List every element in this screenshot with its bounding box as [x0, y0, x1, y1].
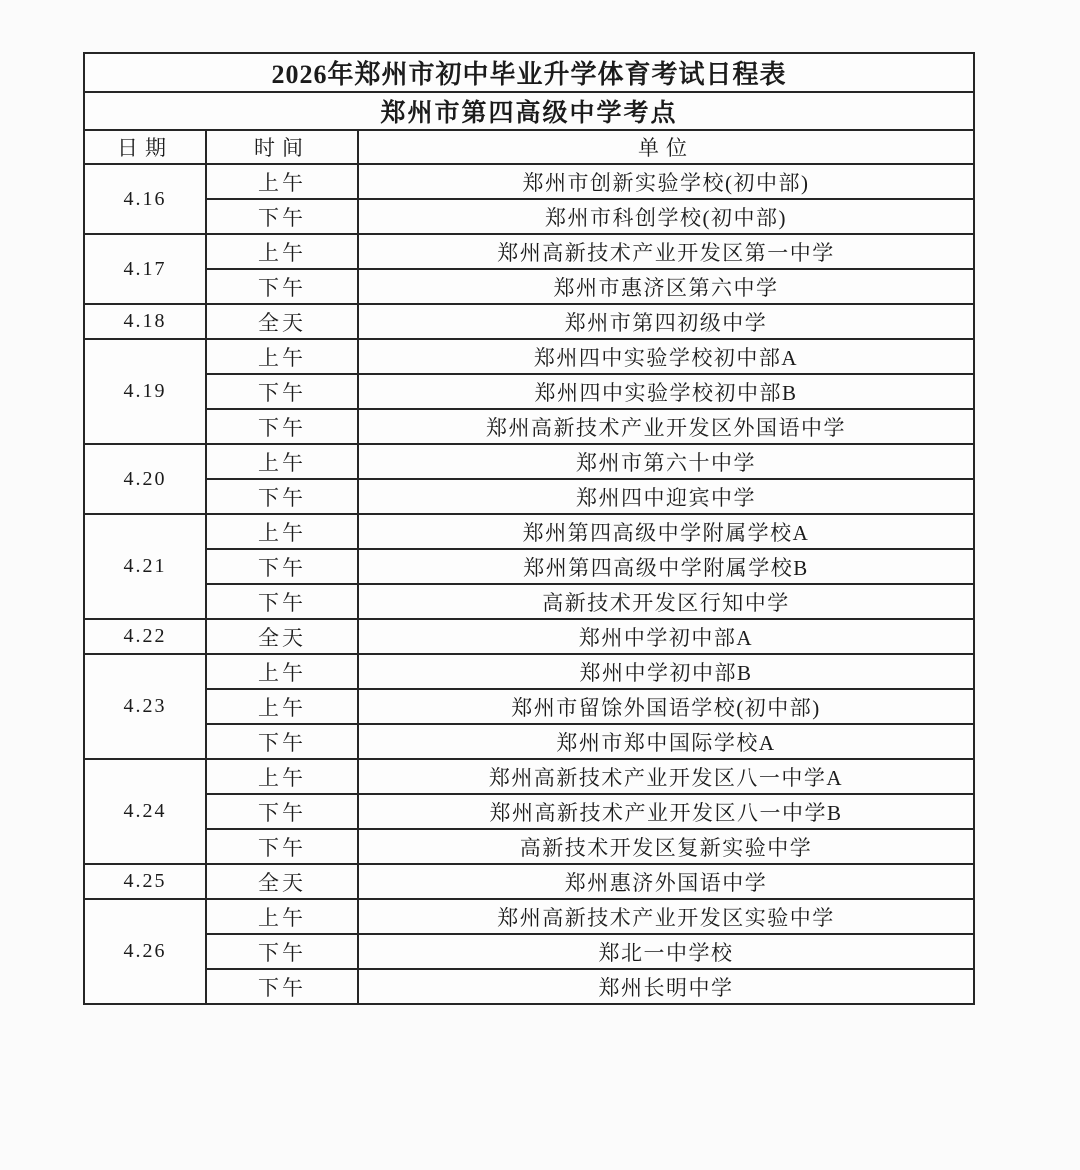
unit-cell: 郑州市第六十中学 — [358, 444, 974, 479]
unit-cell: 郑州高新技术产业开发区实验中学 — [358, 899, 974, 934]
time-cell: 下午 — [206, 829, 358, 864]
unit-cell: 郑州第四高级中学附属学校A — [358, 514, 974, 549]
unit-cell: 郑州中学初中部B — [358, 654, 974, 689]
unit-cell: 郑州市留馀外国语学校(初中部) — [358, 689, 974, 724]
table-row — [84, 829, 974, 864]
table-row — [84, 794, 974, 829]
table-row — [84, 374, 974, 409]
time-cell: 下午 — [206, 584, 358, 619]
time-cell: 下午 — [206, 794, 358, 829]
table-row — [84, 304, 974, 339]
exam-site-subtitle: 郑州市第四高级中学考点 — [84, 92, 974, 130]
time-cell: 上午 — [206, 164, 358, 199]
column-header-unit: 单位 — [358, 130, 974, 164]
table-subtitle-row — [84, 92, 974, 130]
date-cell: 4.20 — [84, 444, 206, 514]
schedule-body — [84, 164, 974, 1004]
date-cell: 4.26 — [84, 899, 206, 1004]
unit-cell: 高新技术开发区复新实验中学 — [358, 829, 974, 864]
exam-schedule-table — [83, 52, 975, 1005]
time-cell: 上午 — [206, 514, 358, 549]
time-cell: 上午 — [206, 444, 358, 479]
unit-cell: 郑州市科创学校(初中部) — [358, 199, 974, 234]
date-cell: 4.24 — [84, 759, 206, 864]
unit-cell: 郑州高新技术产业开发区八一中学B — [358, 794, 974, 829]
column-header-time: 时间 — [206, 130, 358, 164]
column-header-row — [84, 130, 974, 164]
time-cell: 上午 — [206, 899, 358, 934]
unit-cell: 郑州高新技术产业开发区外国语中学 — [358, 409, 974, 444]
time-cell: 下午 — [206, 409, 358, 444]
time-cell: 下午 — [206, 479, 358, 514]
date-cell: 4.19 — [84, 339, 206, 444]
unit-cell: 郑州市惠济区第六中学 — [358, 269, 974, 304]
unit-cell: 郑州第四高级中学附属学校B — [358, 549, 974, 584]
table-title-row — [84, 53, 974, 92]
unit-cell: 郑州四中迎宾中学 — [358, 479, 974, 514]
table-row — [84, 689, 974, 724]
table-row — [84, 339, 974, 374]
unit-cell: 郑州市创新实验学校(初中部) — [358, 164, 974, 199]
time-cell: 上午 — [206, 234, 358, 269]
unit-cell: 郑州市郑中国际学校A — [358, 724, 974, 759]
unit-cell: 郑州长明中学 — [358, 969, 974, 1004]
time-cell: 下午 — [206, 934, 358, 969]
table-row — [84, 199, 974, 234]
time-cell: 下午 — [206, 969, 358, 1004]
unit-cell: 郑州四中实验学校初中部A — [358, 339, 974, 374]
date-cell: 4.17 — [84, 234, 206, 304]
unit-cell: 郑州中学初中部A — [358, 619, 974, 654]
time-cell: 下午 — [206, 724, 358, 759]
time-cell: 上午 — [206, 339, 358, 374]
table-row — [84, 164, 974, 199]
unit-cell: 郑北一中学校 — [358, 934, 974, 969]
time-cell: 下午 — [206, 269, 358, 304]
column-header-date: 日期 — [84, 130, 206, 164]
date-cell: 4.23 — [84, 654, 206, 759]
table-row — [84, 514, 974, 549]
table-row — [84, 549, 974, 584]
unit-cell: 郑州高新技术产业开发区八一中学A — [358, 759, 974, 794]
table-row — [84, 619, 974, 654]
time-cell: 全天 — [206, 619, 358, 654]
time-cell: 上午 — [206, 689, 358, 724]
table-title: 2026年郑州市初中毕业升学体育考试日程表 — [84, 53, 974, 92]
table-row — [84, 899, 974, 934]
time-cell: 下午 — [206, 199, 358, 234]
table-row — [84, 724, 974, 759]
table-row — [84, 654, 974, 689]
time-cell: 上午 — [206, 654, 358, 689]
date-cell: 4.22 — [84, 619, 206, 654]
table-row — [84, 759, 974, 794]
date-cell: 4.18 — [84, 304, 206, 339]
time-cell: 全天 — [206, 864, 358, 899]
time-cell: 下午 — [206, 374, 358, 409]
table-row — [84, 864, 974, 899]
time-cell: 下午 — [206, 549, 358, 584]
unit-cell: 高新技术开发区行知中学 — [358, 584, 974, 619]
table-row — [84, 969, 974, 1004]
time-cell: 全天 — [206, 304, 358, 339]
unit-cell: 郑州市第四初级中学 — [358, 304, 974, 339]
table-row — [84, 934, 974, 969]
date-cell: 4.21 — [84, 514, 206, 619]
date-cell: 4.16 — [84, 164, 206, 234]
unit-cell: 郑州惠济外国语中学 — [358, 864, 974, 899]
date-cell: 4.25 — [84, 864, 206, 899]
table-row — [84, 234, 974, 269]
table-row — [84, 269, 974, 304]
table-row — [84, 584, 974, 619]
table-row — [84, 409, 974, 444]
unit-cell: 郑州高新技术产业开发区第一中学 — [358, 234, 974, 269]
time-cell: 上午 — [206, 759, 358, 794]
table-row — [84, 444, 974, 479]
unit-cell: 郑州四中实验学校初中部B — [358, 374, 974, 409]
table-row — [84, 479, 974, 514]
